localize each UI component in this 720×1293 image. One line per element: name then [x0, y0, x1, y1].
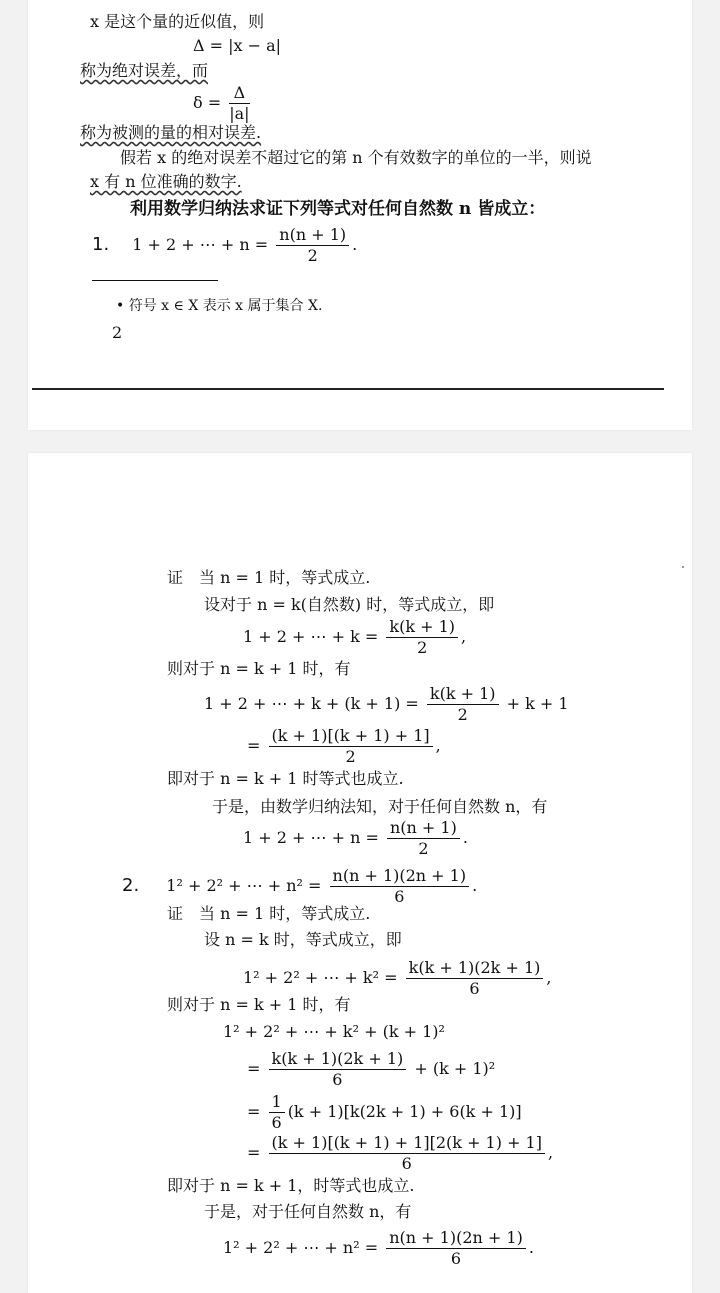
eq-fraction — [269, 1093, 285, 1132]
proof-2-conclude: 即对于 n = k + 1，时等式也成立. — [167, 1176, 415, 1195]
proof-2-step: 则对于 n = k + 1 时，有 — [167, 995, 351, 1014]
proof-2-base: 证 当 n = 1 时，等式成立. — [167, 904, 371, 923]
eq-lhs: 1 + 2 + ⋯ + k = — [243, 627, 379, 646]
document-page-bottom — [28, 453, 692, 1293]
eq-lhs: = — [247, 1059, 261, 1078]
problem-2 — [122, 867, 477, 906]
rel-error-lhs: δ = — [193, 93, 222, 112]
task-statement: 利用数学归纳法求证下列等式对任何自然数 n 皆成立： — [130, 199, 546, 219]
proof-2-hypothesis — [243, 959, 551, 998]
eq-tail: , — [435, 736, 441, 755]
proof-1-conclude: 即对于 n = k + 1 时等式也成立. — [167, 769, 404, 788]
fraction-denominator: 6 — [394, 887, 405, 906]
fraction-denominator: 2 — [345, 747, 356, 766]
rel-error-fraction — [229, 84, 249, 123]
sig-digit-line-1: 假若 x 的绝对误差不超过它的第 n 个有效数字的单位的一半，则说 — [120, 148, 592, 167]
fraction-numerator: n(n + 1) — [276, 226, 349, 246]
proof-1-hypothesis — [243, 618, 466, 657]
eq-fraction — [387, 819, 460, 858]
document-page-top — [28, 0, 692, 430]
proof-1-base: 证 当 n = 1 时，等式成立. — [167, 568, 371, 587]
fraction-numerator: k(k + 1) — [386, 618, 458, 638]
abs-error-formula: Δ = |x − a| — [193, 36, 282, 55]
problem-1 — [92, 226, 357, 265]
fraction-numerator: k(k + 1)(2k + 1) — [269, 1050, 407, 1070]
eq-tail: + (k + 1)² — [414, 1059, 496, 1078]
eq-tail: . — [472, 876, 478, 895]
eq-tail: (k + 1)[k(2k + 1) + 6(k + 1)] — [287, 1102, 522, 1121]
eq-fraction — [330, 867, 470, 906]
rel-error-text — [80, 123, 261, 143]
eq-tail: . — [462, 828, 468, 847]
fraction-denominator: 6 — [332, 1070, 343, 1089]
text-line: x 是这个量的近似值，则 — [90, 12, 265, 31]
page-number: 2 — [112, 323, 123, 342]
problem-2-label: 2. — [122, 875, 140, 896]
scan-speck — [682, 566, 684, 568]
rel-error-term: 称为被测的量的相对误差. — [80, 123, 262, 142]
sig-digit-term: x 有 n 位准确的数字. — [90, 172, 242, 191]
eq-fraction — [427, 685, 499, 724]
fraction-numerator: k(k + 1)(2k + 1) — [406, 959, 544, 979]
proof-1-therefore: 于是，由数学归纳法知，对于任何自然数 n，有 — [212, 797, 548, 816]
footnote-rule — [92, 280, 218, 281]
abs-error-term: 称为绝对误差，而 — [80, 61, 209, 80]
eq-lhs: = — [247, 736, 261, 755]
fraction-denominator: 6 — [469, 979, 480, 998]
eq-lhs: 1² + 2² + ⋯ + n² = — [223, 1238, 379, 1257]
eq-tail: . — [528, 1238, 534, 1257]
eq-fraction — [386, 618, 458, 657]
sig-digit-line-2 — [90, 172, 242, 192]
eq-fraction — [386, 1229, 526, 1268]
proof-2-final — [223, 1229, 534, 1268]
proof-1-induction — [204, 685, 569, 724]
proof-2-line-1 — [247, 1050, 495, 1089]
fraction-denominator: 2 — [417, 638, 428, 657]
eq-lhs: 1² + 2² + ⋯ + n² = — [166, 876, 322, 895]
footnote: • 符号 x ∈ X 表示 x 属于集合 X. — [116, 298, 323, 314]
eq-lhs: 1 + 2 + ⋯ + k + (k + 1) = — [204, 694, 419, 713]
proof-2-line-3 — [247, 1134, 553, 1173]
proof-2-expr: 1² + 2² + ⋯ + k² + (k + 1)² — [223, 1022, 445, 1041]
fraction-denominator: 6 — [450, 1249, 462, 1268]
eq-fraction — [406, 959, 544, 998]
scan-edge-line — [32, 388, 664, 390]
fraction-denominator: 2 — [307, 246, 318, 265]
abs-error-text — [80, 61, 208, 81]
eq-tail: , — [546, 968, 552, 987]
problem-1-label: 1. — [92, 234, 110, 255]
eq-tail: , — [461, 627, 467, 646]
rel-error-formula — [193, 84, 253, 123]
proof-2-line-2 — [247, 1093, 522, 1132]
proof-1-result — [247, 727, 441, 766]
fraction-denominator: |a| — [229, 104, 250, 123]
eq-fraction — [269, 1050, 407, 1089]
fraction-numerator: n(n + 1)(2n + 1) — [386, 1229, 526, 1249]
fraction-denominator: 2 — [418, 839, 429, 858]
fraction-numerator: k(k + 1) — [427, 685, 499, 705]
eq-fraction — [269, 1134, 545, 1173]
problem-1-fraction — [276, 226, 349, 265]
eq-lhs: = — [247, 1102, 261, 1121]
fraction-denominator: 6 — [401, 1154, 412, 1173]
fraction-numerator: (k + 1)[(k + 1) + 1] — [269, 727, 433, 747]
fraction-denominator: 6 — [271, 1113, 282, 1132]
fraction-numerator: n(n + 1) — [387, 819, 460, 839]
proof-1-final — [243, 819, 468, 858]
eq-lhs: = — [247, 1143, 261, 1162]
eq-tail: + k + 1 — [506, 694, 569, 713]
problem-1-lhs: 1 + 2 + ⋯ + n = — [132, 235, 269, 254]
eq-lhs: 1 + 2 + ⋯ + n = — [243, 828, 379, 847]
fraction-numerator: 1 — [269, 1093, 285, 1113]
proof-2-therefore: 于是，对于任何自然数 n，有 — [204, 1202, 412, 1221]
proof-1-assume: 设对于 n = k(自然数) 时，等式成立，即 — [204, 595, 495, 614]
proof-2-assume: 设 n = k 时，等式成立，即 — [204, 930, 402, 949]
problem-1-tail: . — [352, 235, 358, 254]
fraction-numerator: (k + 1)[(k + 1) + 1][2(k + 1) + 1] — [269, 1134, 545, 1154]
eq-lhs: 1² + 2² + ⋯ + k² = — [243, 968, 398, 987]
fraction-denominator: 2 — [457, 705, 468, 724]
fraction-numerator: Δ — [229, 84, 249, 104]
fraction-numerator: n(n + 1)(2n + 1) — [330, 867, 470, 887]
proof-1-step: 则对于 n = k + 1 时，有 — [167, 659, 351, 678]
eq-tail: , — [547, 1143, 554, 1162]
eq-fraction — [269, 727, 433, 766]
